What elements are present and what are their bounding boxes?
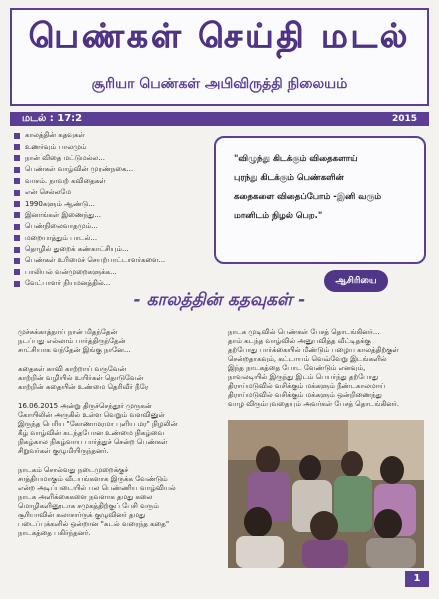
text-line: கீழ் வாழ்வின் கடந்தபோன உண்மை நிகழ்வை [18,429,165,437]
toc-item [14,210,204,221]
square-bullet-icon [14,144,20,150]
square-bullet-icon [14,155,20,161]
toc-item [14,153,204,164]
square-bullet-icon [14,167,20,173]
editor-badge: ஆசிரியை [324,270,388,292]
toc-item [14,267,204,278]
square-bullet-icon [14,235,20,241]
text-line: காற்றின் வழியில் உயிர்கள் தொடுவேன் [18,374,144,382]
article-paragraph [18,466,216,538]
square-bullet-icon [14,281,20,287]
square-bullet-icon [14,224,20,230]
toc-item-label: பெண்கள் உரிமைச் செயற்பாட்டாளர்களை... [25,256,166,265]
text-line: திராய்மடுவில் வசிக்கும் மக்களும் ஒன்றிணைந்து [228,391,382,399]
toc-item [14,198,204,209]
quote-line: புரந்து கிடக்கும் பெண்களின் [234,173,344,183]
toc-item-label: தொழில் துறைக் கண்காட்சியும்... [25,245,129,254]
editorial-quote-box [214,136,426,264]
toc-item [14,164,204,175]
toc-item [14,244,204,255]
masthead [10,8,429,106]
text-line: சூரியாவின் கலாசார்ருக் குழுவினர் தமது [18,511,146,519]
newsletter-title: பெண்கள் செய்தி மடல் [28,16,411,55]
toc-item [14,141,204,152]
toc-item [14,221,204,232]
text-line: நாவலடியில் இருந்து இடம் பெயர்ந்து தற்போது [228,373,379,381]
article-paragraph [228,328,428,409]
text-line: என்ற அடிப்படையில் பல பெண்ணிய வாழ்வியல் [18,484,176,492]
article-paragraph [18,402,216,456]
toc-item [14,233,204,244]
text-line: நடப்பது எல்லாம் பார்த்திருந்தேன் [18,337,126,345]
text-line: தாம் கடந்த வாழ்வில் அனுபவித்த வீட்டிதக்கு [228,337,371,345]
text-line: இருந்த பெரிய "கோணாமரமா புளிய மர" நிழலின் [18,420,178,428]
toc-item-label: பாலியல் வன்முறைகளுக்க... [25,267,117,276]
text-line: நாடகம் சொல்வது நடைமுறைக்குச் [18,466,129,474]
toc-item-label: வாசம். நாவற் கவிதைகள் [25,176,106,185]
toc-item-label: நான் விதை மட்டுமல்ல... [25,153,105,162]
text-line: நிகழ்கால நிகழ்வாய பார்த்துச் சென்ற பெண்கள் [18,438,168,446]
text-line: மொழிகளினூடாக சமுகத்திற்குப் பேசி வரும் [18,502,159,510]
quote-line: "விழுந்து கிடக்கும் விதைகளாய் [234,154,358,164]
text-line: திராய்மடுவில் வசிக்கும் மக்களும் நீண்டகாலமாய் [228,382,386,390]
text-line: நாடகத்தை பகிர்ந்தனர். [18,529,91,537]
square-bullet-icon [14,178,20,184]
toc-item [14,278,204,289]
square-bullet-icon [14,212,20,218]
toc-item-label: மறையாத்தும் பாடல்... [25,233,98,242]
toc-item-label: என் செல்லமே [25,188,72,197]
toc-item [14,176,204,187]
square-bullet-icon [14,190,20,196]
text-line: சாத்தியமாகும் வீடயங்களாக இருக்க வேண்டும் [18,475,168,483]
toc-item [14,255,204,266]
quote-line: மானிடம் நிழல் பெற." [234,211,323,221]
text-line: காற்றின் கதையின் உண்மை தெரிவீர் நீரே [18,383,149,391]
text-line: வாழ விரும்புவதையும் அவர்கள் பேசத் தொடங்கினர். [228,400,400,408]
organization-name: சூரியா பெண்கள் அபிவிருத்தி நிலையம் [91,76,348,92]
issue-bar [10,112,429,126]
issue-year: 2015 [391,114,417,124]
poem-stanza [18,328,216,355]
square-bullet-icon [14,258,20,264]
toc-item-label: பெண்நிலைவாதமும்... [25,222,98,231]
text-line: கோயிலின் அருகில் உள்ள வெறும் வளவினுள் [18,411,165,419]
text-line: சிறுவர்கள் குழுமியிருந்தனர். [18,447,109,455]
toc-item [14,130,204,141]
text-line: சென்றதாகவும், கட்டாயம் வெவ்வேறு இடங்களில் [228,355,387,363]
audience-photo [228,420,424,568]
editorial-quote [234,150,416,226]
toc-item-label: 1990களும் ஆண்டு... [25,199,95,208]
poem-stanza [18,365,216,392]
text-line: கதைகள் காவி காற்றாய் வருவேன் [18,365,127,373]
article-title: - காலத்தின் கதவுகள் - [133,290,306,310]
issue-label: மடல் : 17:2 [22,113,83,124]
text-line: 16.06.2015 அன்று திருச்செந்தூர் முருகன் [18,402,152,410]
toc-item-label: உணர்வும் பாலமும் [25,142,87,151]
text-line: தற்போது பார்க்கையில் மீண்டும் பழைய காலத்திற்குள் [228,346,399,354]
text-line: இந்த நாடகத்தை போட வேண்டும் எனவும், [228,364,366,372]
page-number: 1 [405,571,429,587]
quote-line: கதைகளை விதைப்போம் -இனி வரும் [234,192,382,202]
table-of-contents [14,130,204,288]
text-line: சாட்சியாக வந்தேன் இங்கு நானே... [18,346,131,354]
text-line: முச்சுக்காத்தாய் நான் மிதந்தேன் [18,328,118,336]
square-bullet-icon [14,201,20,207]
toc-item-label: பெண்கள் வாழ்வின் முரண்நகை... [25,165,134,174]
toc-item-label: வேட்பாளர் நியமனத்தில்... [25,279,111,288]
square-bullet-icon [14,133,20,139]
toc-item-label: இனாங்கள் இணைந்து... [25,210,101,219]
toc-item-label: காலத்தின் கதவுகள் [25,131,85,140]
text-line: நாடக முடிவில் பெண்கள் பேசத் தொடங்கினர்... [228,328,380,336]
square-bullet-icon [14,247,20,253]
photo-icon [228,420,424,568]
toc-item [14,187,204,198]
text-line: நாடக அளிக்கைகளை நவளாக தமது கலை [18,493,153,501]
article-left-column [18,328,216,548]
article-right-column [228,328,428,419]
text-line: படைப்புக்களில் ஒன்றான "கடல் வரைந்த கதை" [18,520,170,528]
square-bullet-icon [14,269,20,275]
